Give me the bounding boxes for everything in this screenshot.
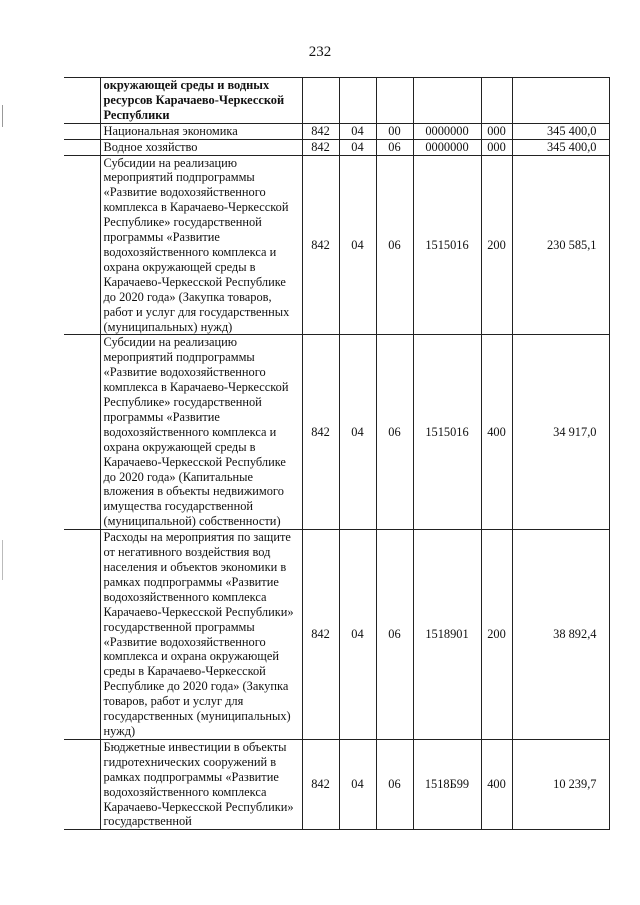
pr-cell bbox=[376, 78, 413, 124]
csr-cell: 0000000 bbox=[413, 123, 481, 139]
pr-cell: 06 bbox=[376, 139, 413, 155]
sum-cell: 34 917,0 bbox=[512, 335, 609, 530]
pr-cell: 00 bbox=[376, 123, 413, 139]
vr-cell: 200 bbox=[481, 530, 512, 740]
csr-cell: 1518Б99 bbox=[413, 739, 481, 829]
sum-cell: 230 585,1 bbox=[512, 155, 609, 335]
grbs-cell: 842 bbox=[302, 530, 339, 740]
vr-cell: 400 bbox=[481, 335, 512, 530]
grbs-cell: 842 bbox=[302, 123, 339, 139]
row-number-cell bbox=[64, 530, 100, 740]
expense-name-cell: окружающей среды и водных ресурсов Карачаево-Черкесской Республики bbox=[100, 78, 302, 124]
sum-cell bbox=[512, 78, 609, 124]
scan-artifact bbox=[2, 105, 3, 127]
rz-cell: 04 bbox=[339, 530, 376, 740]
grbs-cell bbox=[302, 78, 339, 124]
pr-cell: 06 bbox=[376, 530, 413, 740]
expense-name-cell: Национальная экономика bbox=[100, 123, 302, 139]
rz-cell: 04 bbox=[339, 123, 376, 139]
rz-cell: 04 bbox=[339, 335, 376, 530]
table-row bbox=[64, 139, 609, 155]
pr-cell: 06 bbox=[376, 739, 413, 829]
vr-cell: 200 bbox=[481, 155, 512, 335]
pr-cell: 06 bbox=[376, 155, 413, 335]
expense-name-cell: Водное хозяйство bbox=[100, 139, 302, 155]
grbs-cell: 842 bbox=[302, 739, 339, 829]
row-number-cell bbox=[64, 155, 100, 335]
table-row bbox=[64, 530, 609, 740]
row-number-cell bbox=[64, 123, 100, 139]
grbs-cell: 842 bbox=[302, 335, 339, 530]
scan-artifact bbox=[2, 540, 3, 580]
expense-name-cell: Бюджетные инвестиции в объекты гидротехнических сооружений в рамках подпрограммы «Развитие водохозяйственного комплекса Карачаево-Черкесской Республики» государственной bbox=[100, 739, 302, 829]
table-row bbox=[64, 78, 609, 124]
csr-cell: 1515016 bbox=[413, 335, 481, 530]
sum-cell: 10 239,7 bbox=[512, 739, 609, 829]
csr-cell bbox=[413, 78, 481, 124]
rz-cell: 04 bbox=[339, 139, 376, 155]
rz-cell: 04 bbox=[339, 739, 376, 829]
sum-cell: 345 400,0 bbox=[512, 139, 609, 155]
table-row bbox=[64, 739, 609, 829]
csr-cell: 1515016 bbox=[413, 155, 481, 335]
csr-cell: 1518901 bbox=[413, 530, 481, 740]
rz-cell: 04 bbox=[339, 155, 376, 335]
row-number-cell bbox=[64, 335, 100, 530]
table-row bbox=[64, 335, 609, 530]
vr-cell: 000 bbox=[481, 139, 512, 155]
grbs-cell: 842 bbox=[302, 139, 339, 155]
expense-name-cell: Субсидии на реализацию мероприятий подпрограммы «Развитие водохозяйственного комплекса в Карачаево-Черкесской Республике» государственной программы «Развитие водохозяйственного комплекса и охрана окружающей среды в Карачаево-Черкесской Республике до 2020 года» (Закупка товаров, работ и услуг для государственных (муниципальных) нужд) bbox=[100, 155, 302, 335]
budget-table bbox=[64, 77, 610, 830]
row-number-cell bbox=[64, 78, 100, 124]
vr-cell: 400 bbox=[481, 739, 512, 829]
sum-cell: 345 400,0 bbox=[512, 123, 609, 139]
vr-cell: 000 bbox=[481, 123, 512, 139]
grbs-cell: 842 bbox=[302, 155, 339, 335]
pr-cell: 06 bbox=[376, 335, 413, 530]
table-row bbox=[64, 155, 609, 335]
vr-cell bbox=[481, 78, 512, 124]
csr-cell: 0000000 bbox=[413, 139, 481, 155]
sum-cell: 38 892,4 bbox=[512, 530, 609, 740]
expense-name-cell: Расходы на мероприятия по защите от негативного воздействия вод населения и объектов экономики в рамках подпрограммы «Развитие водохозяйственного комплекса Карачаево-Черкесской Республики» государственной программы «Развитие водохозяйственного комплекса и охрана окружающей среды в Карачаево-Черкесской Республике до 2020 года» (Закупка товаров, работ и услуг для государственных (муниципальных) нужд) bbox=[100, 530, 302, 740]
rz-cell bbox=[339, 78, 376, 124]
page-number: 232 bbox=[308, 44, 332, 60]
table-row bbox=[64, 123, 609, 139]
expense-name-cell: Субсидии на реализацию мероприятий подпрограммы «Развитие водохозяйственного комплекса в Карачаево-Черкесской Республике» государственной программы «Развитие водохозяйственного комплекса и охрана окружающей среды в Карачаево-Черкесской Республике до 2020 года» (Капитальные вложения в объекты недвижимого имущества государственной (муниципальной) собственности) bbox=[100, 335, 302, 530]
row-number-cell bbox=[64, 739, 100, 829]
row-number-cell bbox=[64, 139, 100, 155]
